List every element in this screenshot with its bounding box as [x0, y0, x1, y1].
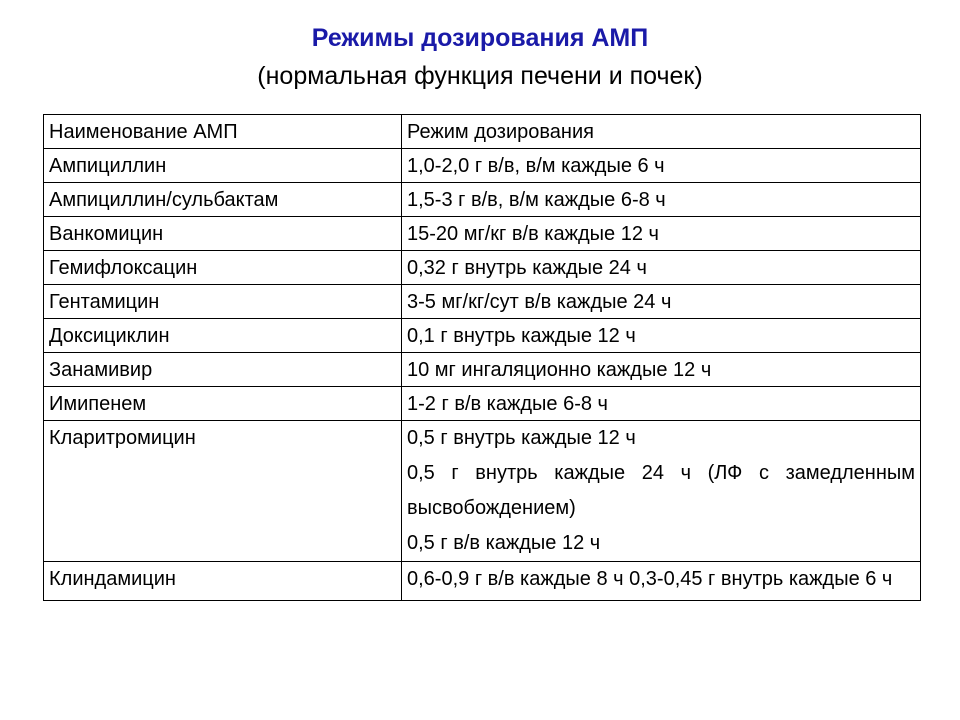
regimen-cell: 0,6-0,9 г в/в каждые 8 ч 0,3-0,45 г внутрь каждые 6 ч — [402, 562, 921, 601]
regimen-cell: 1,5-3 г в/в, в/м каждые 6-8 ч — [402, 183, 921, 217]
drug-name-cell: Имипенем — [44, 387, 402, 421]
drug-name-cell: Гемифлоксацин — [44, 251, 402, 285]
regimen-line: 0,5 г внутрь каждые 12 ч — [407, 427, 636, 449]
table-row — [44, 319, 921, 353]
drug-name-cell: Ванкомицин — [44, 217, 402, 251]
table-row — [44, 149, 921, 183]
regimen-cell: 0,32 г внутрь каждые 24 ч — [402, 251, 921, 285]
drug-name-cell: Ампициллин/сульбактам — [44, 183, 402, 217]
table-row — [44, 251, 921, 285]
drug-name-cell: Кларитромицин — [44, 421, 402, 562]
regimen-cell: 15-20 мг/кг в/в каждые 12 ч — [402, 217, 921, 251]
drug-name-cell: Ампициллин — [44, 149, 402, 183]
table-row — [44, 387, 921, 421]
table-row — [44, 353, 921, 387]
dosing-table — [43, 114, 921, 601]
page-subtitle: (нормальная функция печени и почек) — [257, 62, 703, 90]
regimen-cell: 3-5 мг/кг/сут в/в каждые 24 ч — [402, 285, 921, 319]
regimen-cell: 0,1 г внутрь каждые 12 ч — [402, 319, 921, 353]
regimen-cell: 1-2 г в/в каждые 6-8 ч — [402, 387, 921, 421]
regimen-cell: 10 мг ингаляционно каждые 12 ч — [402, 353, 921, 387]
table-row — [44, 183, 921, 217]
table-header-row — [44, 115, 921, 149]
page-title: Режимы дозирования АМП — [311, 24, 649, 52]
regimen-cell — [402, 421, 921, 562]
drug-name-cell: Гентамицин — [44, 285, 402, 319]
table-row — [44, 285, 921, 319]
table-row — [44, 421, 921, 562]
regimen-line: 0,5 г в/в каждые 12 ч — [407, 532, 601, 554]
drug-name-cell: Доксициклин — [44, 319, 402, 353]
regimen-cell: 1,0-2,0 г в/в, в/м каждые 6 ч — [402, 149, 921, 183]
drug-name-cell: Клиндамицин — [44, 562, 402, 601]
table-row — [44, 562, 921, 601]
drug-name-cell: Занамивир — [44, 353, 402, 387]
column-header-drug: Наименование АМП — [44, 115, 402, 149]
regimen-line: 0,5 г внутрь каждые 24 ч (ЛФ с замедленным высвобождением) — [407, 462, 915, 519]
table-row — [44, 217, 921, 251]
column-header-regimen: Режим дозирования — [402, 115, 921, 149]
